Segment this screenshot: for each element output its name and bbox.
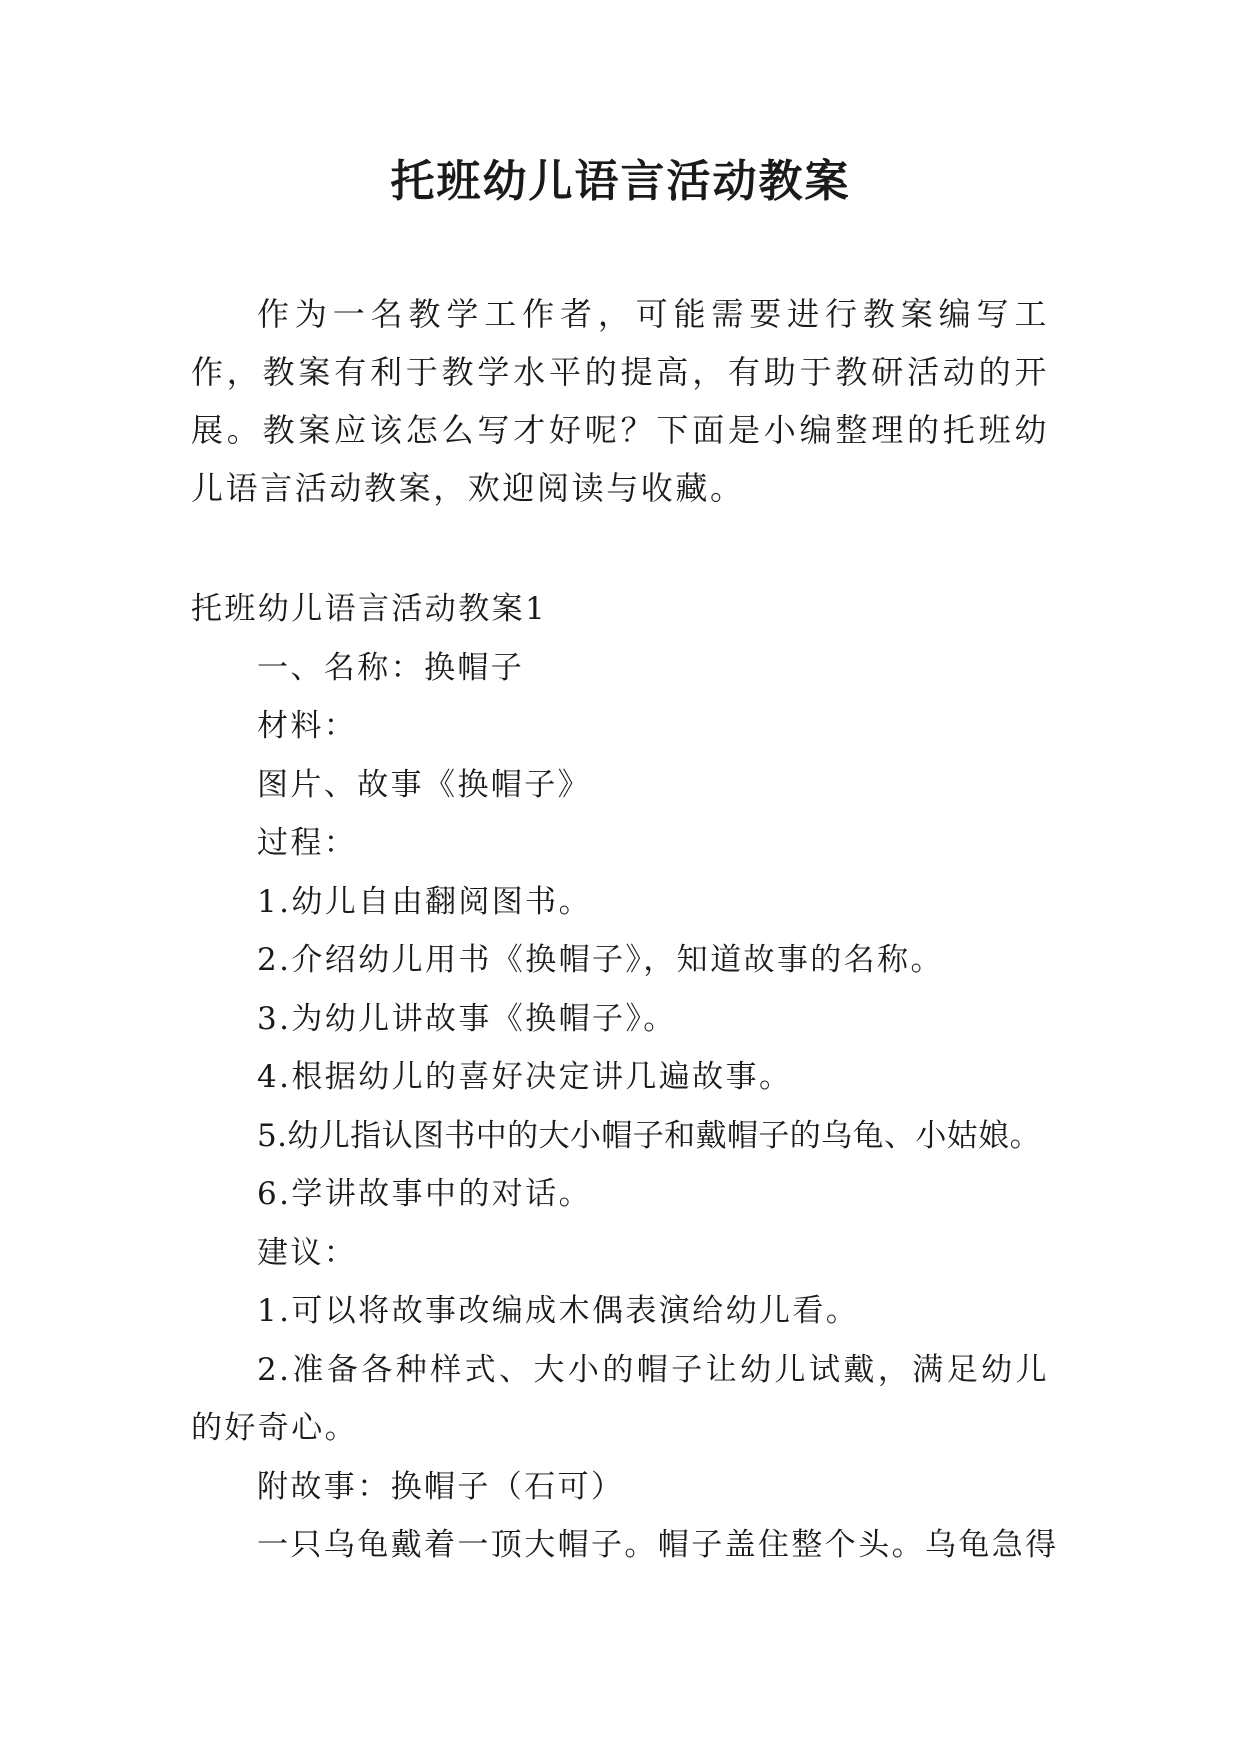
document-title: 托班幼儿语言活动教案	[390, 156, 851, 207]
content-line: 一只乌龟戴着一顶大帽子。帽子盖住整个头。乌龟急得	[257, 1527, 1059, 1563]
content-line: 材料：	[257, 708, 358, 744]
content-line: 2.介绍幼儿用书《换帽子》，知道故事的名称。	[257, 942, 944, 978]
content-line: 一、名称：换帽子	[257, 649, 525, 686]
content-line: 1.幼儿自由翻阅图书。	[257, 883, 592, 920]
content-line: 2.准备各种样式、大小的帽子让幼儿试戴，满足幼儿的好奇心。	[191, 1351, 1049, 1446]
content-line: 附故事：换帽子（石可）	[257, 1468, 625, 1505]
content-line: 过程：	[257, 825, 358, 861]
content-line: 图片、故事《换帽子》	[257, 766, 591, 803]
content-line: 5.幼儿指认图书中的大小帽子和戴帽子的乌龟、小姑娘。	[257, 1117, 1041, 1154]
content-line: 建议：	[257, 1234, 358, 1271]
content-line: 1.可以将故事改编成木偶表演给幼儿看。	[257, 1293, 860, 1329]
content-line: 6.学讲故事中的对话。	[257, 1176, 592, 1212]
lesson-plan-content	[191, 580, 1059, 1575]
section-heading: 托班幼儿语言活动教案1	[191, 591, 548, 627]
content-line: 3.为幼儿讲故事《换帽子》。	[257, 1000, 677, 1037]
content-line: 4.根据幼儿的喜好决定讲几遍故事。	[257, 1059, 793, 1095]
intro-paragraph: 作为一名教学工作者，可能需要进行教案编写工作，教案有利于教学水平的提高，有助于教研活动的开展。教案应该怎么写才好呢？下面是小编整理的托班幼儿语言活动教案，欢迎阅读与收藏。	[191, 295, 1049, 507]
